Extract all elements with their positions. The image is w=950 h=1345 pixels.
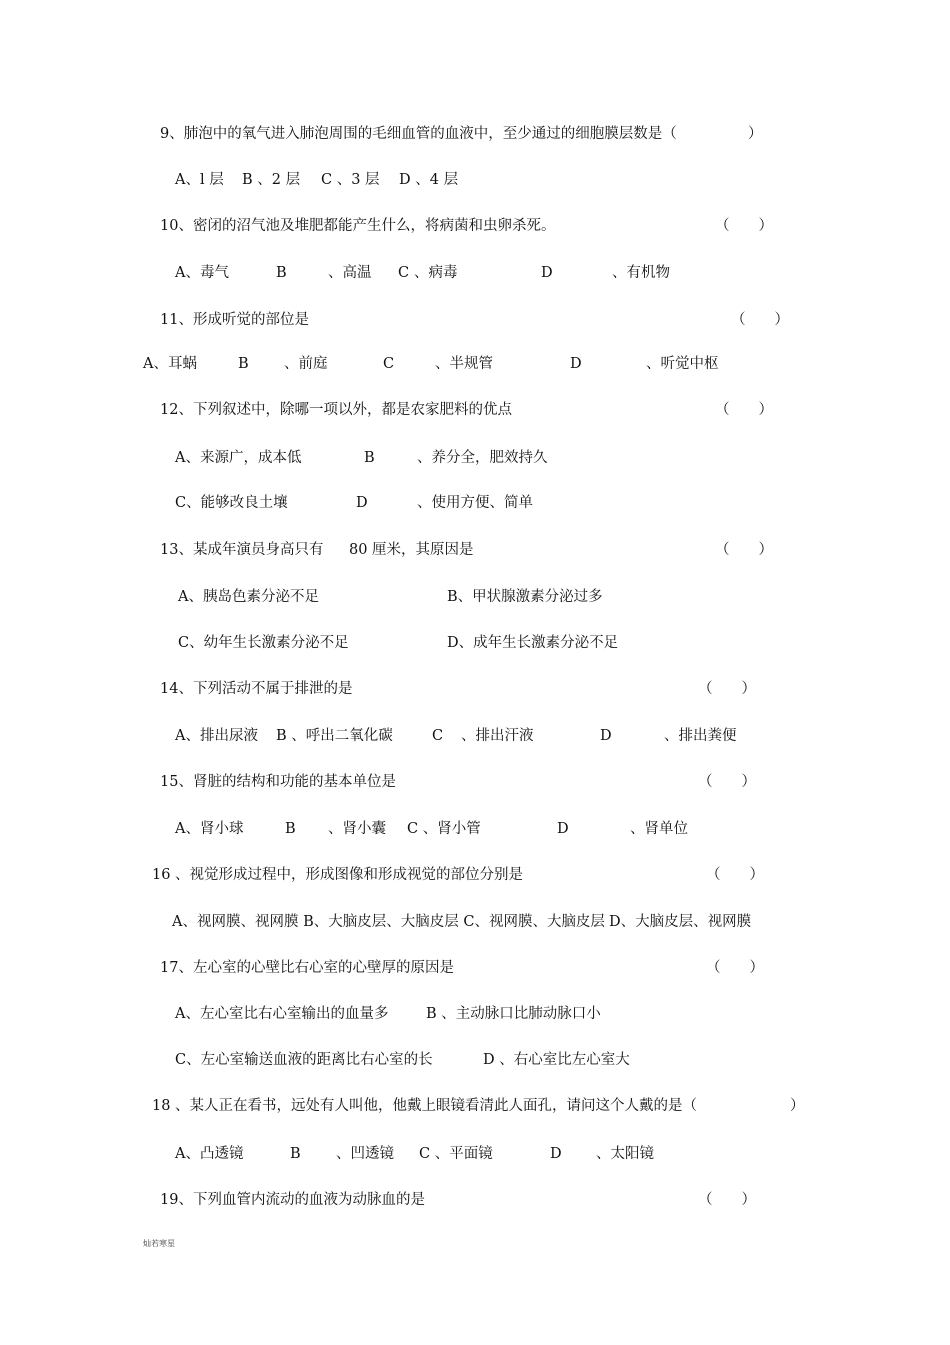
- question-13-option: C、幼年生长激素分泌不足: [178, 635, 349, 651]
- question-13-paren: （ ）: [715, 542, 773, 558]
- question-12-paren: （ ）: [715, 402, 773, 418]
- question-14-option: B 、呼出二氧化碳: [276, 728, 393, 744]
- question-11-paren: （ ）: [731, 312, 789, 328]
- question-15-option: A、肾小球: [175, 821, 244, 837]
- question-10-option: C: [398, 265, 410, 281]
- question-16-paren: （ ）: [706, 867, 764, 883]
- question-12-option: B: [364, 450, 375, 466]
- question-19-paren: （ ）: [698, 1192, 756, 1208]
- question-15-paren: （ ）: [698, 774, 756, 790]
- question-10-option: A、毒气: [175, 265, 229, 281]
- question-16-option: A、视网膜、视网膜 B、大脑皮层、大脑皮层 C、视网膜、大脑皮层: [172, 914, 605, 930]
- question-11-option: C: [383, 356, 395, 372]
- question-12-stem: 12、下列叙述中，除哪一项以外，都是农家肥料的优点: [160, 402, 512, 418]
- question-11-option: 、听觉中枢: [646, 356, 719, 372]
- question-11-option: A、耳蜗: [143, 356, 197, 372]
- question-9-stem: 9、肺泡中的氧气进入肺泡周围的毛细血管的血液中，至少通过的细胞膜层数是（: [160, 126, 677, 142]
- question-11-stem: 11、形成听觉的部位是: [160, 312, 309, 328]
- question-14-option: D: [600, 728, 612, 744]
- question-11-option: B: [238, 356, 249, 372]
- question-9-paren: ）: [748, 126, 763, 142]
- question-15-option: 、肾小囊: [328, 821, 386, 837]
- question-10-option: B: [276, 265, 287, 281]
- question-14-option: A、排出尿液: [175, 728, 258, 744]
- question-18-option: 、凹透镜: [336, 1146, 394, 1162]
- question-13-stem-cont: 80 厘米，其原因是: [349, 542, 474, 558]
- question-15-option: C 、肾小管: [407, 821, 481, 837]
- question-18-option: A、凸透镜: [175, 1146, 244, 1162]
- question-17-option: B 、主动脉口比肺动脉口小: [426, 1006, 601, 1022]
- question-15-stem: 15、肾脏的结构和功能的基本单位是: [160, 774, 396, 790]
- question-10-paren: （ ）: [715, 218, 773, 234]
- question-10-option: 、病毒: [414, 265, 458, 281]
- question-10-option: 、高温: [328, 265, 372, 281]
- question-15-option: D: [557, 821, 569, 837]
- question-16-stem: 16 、视觉形成过程中，形成图像和形成视觉的部位分别是: [152, 867, 524, 883]
- question-9-option: B 、2 层: [242, 172, 301, 188]
- question-10-option: 、有机物: [612, 265, 670, 281]
- question-10-stem: 10、密闭的沼气池及堆肥都能产生什么，将病菌和虫卵杀死。: [160, 218, 556, 234]
- question-14-option: 、排出粪便: [664, 728, 737, 744]
- question-17-option: D 、右心室比左心室大: [483, 1052, 630, 1068]
- question-18-paren: ）: [790, 1098, 805, 1114]
- question-18-option: C 、平面镜: [419, 1146, 493, 1162]
- question-18-stem: 18 、某人正在看书，远处有人叫他，他戴上眼镜看清此人面孔，请问这个人戴的是（: [152, 1098, 698, 1114]
- question-13-option: A、胰岛色素分泌不足: [178, 589, 319, 605]
- question-15-option: B: [285, 821, 296, 837]
- question-18-option: 、太阳镜: [596, 1146, 654, 1162]
- question-12-option: 、使用方便、简单: [417, 495, 533, 511]
- footer-note: 灿若寒星: [143, 1239, 175, 1248]
- question-13-stem: 13、某成年演员身高只有: [160, 542, 324, 558]
- question-12-option: A、来源广，成本低: [175, 450, 302, 466]
- question-13-option: D、成年生长激素分泌不足: [447, 635, 619, 651]
- question-11-option: D: [570, 356, 582, 372]
- question-14-option: 、排出汗液: [461, 728, 534, 744]
- question-19-stem: 19、下列血管内流动的血液为动脉血的是: [160, 1192, 425, 1208]
- question-11-option: 、半规管: [435, 356, 493, 372]
- question-14-option: C: [432, 728, 444, 744]
- question-17-paren: （ ）: [706, 960, 764, 976]
- question-15-option: 、肾单位: [630, 821, 688, 837]
- question-14-stem: 14、下列活动不属于排泄的是: [160, 681, 353, 697]
- question-12-option: C、能够改良土壤: [175, 495, 288, 511]
- question-18-option: D: [550, 1146, 562, 1162]
- question-10-option: D: [541, 265, 553, 281]
- question-18-option: B: [290, 1146, 301, 1162]
- question-17-stem: 17、左心室的心壁比右心室的心壁厚的原因是: [160, 960, 454, 976]
- question-9-option: C 、3 层: [321, 172, 380, 188]
- question-14-paren: （ ）: [698, 681, 756, 697]
- question-12-option: D: [356, 495, 368, 511]
- question-12-option: 、养分全，肥效持久: [417, 450, 548, 466]
- question-17-option: A、左心室比右心室输出的血量多: [175, 1006, 389, 1022]
- question-9-option: D 、4 层: [399, 172, 459, 188]
- question-17-option: C、左心室输送血液的距离比右心室的长: [175, 1052, 433, 1068]
- question-16-option: D、大脑皮层、视网膜: [609, 914, 752, 930]
- question-11-option: 、前庭: [284, 356, 328, 372]
- question-9-option: A、l 层: [175, 172, 224, 188]
- question-13-option: B、甲状腺激素分泌过多: [447, 589, 603, 605]
